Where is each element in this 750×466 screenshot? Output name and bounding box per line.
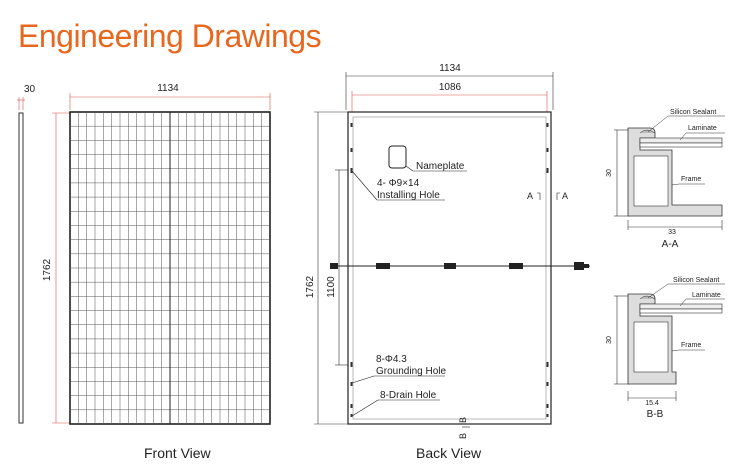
back-view-caption: Back View (416, 445, 482, 461)
section-a-marker-right: A (562, 191, 569, 201)
aa-height-label: 30 (606, 169, 613, 177)
front-width-dim-line (70, 93, 270, 110)
aa-silicon-label: Silicon Sealant (670, 109, 717, 116)
grounding-hole-label: Grounding Hole (376, 366, 447, 377)
back-inner-width-label: 1086 (438, 82, 462, 93)
back-outer-width-label: 1134 (439, 63, 461, 74)
front-height-label: 1762 (42, 258, 53, 282)
bb-frame-label: Frame (681, 342, 702, 349)
bb-width-label: 15.4 (645, 400, 659, 407)
back-height-label: 1762 (305, 275, 316, 299)
side-profile (17, 97, 25, 423)
section-b-marker-bottom: B (458, 432, 468, 440)
installing-count-label: 4- Φ9×14 (377, 178, 420, 189)
front-height-dim-line (52, 113, 70, 423)
bb-height-label: 30 (606, 336, 613, 344)
section-aa-drawing (614, 116, 725, 230)
grounding-count-label: 8-Φ4.3 (376, 354, 407, 365)
front-width-label: 1134 (157, 83, 179, 94)
section-bb-drawing (614, 284, 725, 401)
nameplate-shape (389, 146, 406, 168)
section-b-marker-top: B (458, 416, 468, 424)
aa-frame-label: Frame (681, 176, 702, 183)
bb-silicon-label: Silicon Sealant (673, 277, 720, 284)
page-title: Engineering Drawings (18, 18, 322, 54)
back-hole-spacing-label: 1100 (326, 276, 337, 298)
installing-hole-label: Installing Hole (377, 190, 440, 201)
aa-laminate-label: Laminate (688, 125, 717, 132)
nameplate-label: Nameplate (416, 161, 465, 172)
drain-hole-label: 8-Drain Hole (380, 390, 437, 401)
section-a-marker-left: A (527, 191, 534, 201)
front-view-caption: Front View (144, 445, 211, 461)
aa-caption: A-A (661, 239, 679, 250)
back-inner-width-dim-line (352, 91, 547, 112)
front-panel (70, 112, 270, 424)
front-thickness-dim: 30 (24, 84, 36, 95)
bb-laminate-label: Laminate (692, 292, 721, 299)
bb-caption: B-B (646, 409, 664, 420)
aa-width-label: 33 (668, 229, 676, 236)
